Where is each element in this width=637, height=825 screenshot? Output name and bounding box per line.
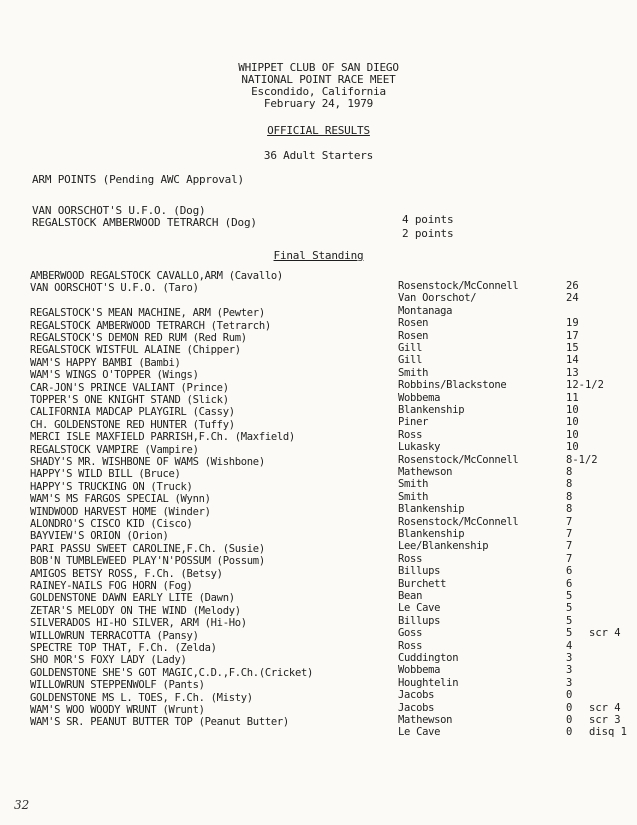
standing-dog-name: GOLDENSTONE MS L. TOES, F.Ch. (Misty): [30, 691, 253, 704]
standing-note: disq 1: [589, 726, 627, 739]
standing-points: 8: [566, 503, 573, 516]
standing-handler: Montanaga: [398, 304, 453, 317]
arm-points-title: ARM POINTS (Pending AWC Approval): [32, 173, 244, 186]
standing-handler: Smith: [398, 490, 429, 503]
standing-dog-name: WAM'S MS FARGOS SPECIAL (Wynn): [30, 493, 211, 506]
standing-points: 26: [566, 280, 579, 292]
standing-dog-name: CH. GOLDENSTONE RED HUNTER (Tuffy): [30, 418, 235, 431]
standing-points: 10: [566, 416, 579, 429]
standing-points: 17: [566, 329, 579, 342]
standing-handler: Goss: [398, 627, 423, 640]
standing-note: scr 4: [589, 627, 621, 640]
standing-handler: Jacobs: [398, 689, 435, 702]
standing-points: 12-1/2: [566, 379, 604, 392]
standing-handler: Piner: [398, 416, 429, 429]
standing-dog-name: GOLDENSTONE DAWN EARLY LITE (Dawn): [30, 592, 235, 605]
standing-dog-name: WAM'S HAPPY BAMBI (Bambi): [30, 356, 181, 369]
standing-handler: Cuddington: [398, 652, 459, 664]
standing-points: 0: [566, 714, 573, 726]
standing-dog-name: REGALSTOCK'S MEAN MACHINE, ARM (Pewter): [30, 307, 265, 320]
standing-handler: Mathewson: [398, 466, 453, 478]
standing-points: 14: [566, 354, 579, 367]
standing-points: 3: [566, 676, 573, 689]
standing-points: 8-1/2: [566, 453, 598, 466]
standing-handler: Rosenstock/McConnell: [398, 453, 519, 466]
event-name: NATIONAL POINT RACE MEET: [241, 73, 396, 86]
standing-handler: Blankenship: [398, 503, 465, 516]
standing-handler: Rosenstock/McConnell: [398, 280, 519, 292]
standing-handler: Wobbema: [398, 391, 441, 404]
standing-handler: Ross: [398, 639, 423, 652]
standing-dog-name: WAM'S WINGS O'TOPPER (Wings): [30, 369, 199, 382]
arm-points-dog: REGALSTOCK AMBERWOOD TETRARCH (Dog): [32, 216, 257, 229]
standing-handler: Blankenship: [398, 528, 465, 540]
standing-points: 0: [566, 701, 573, 714]
standing-points: 7: [566, 528, 573, 540]
standing-dog-name: TOPPER'S ONE KNIGHT STAND (Slick): [30, 394, 229, 406]
standing-handler: Mathewson: [398, 714, 453, 726]
standing-handler: Blankenship: [398, 404, 465, 416]
standing-points: 7: [566, 540, 573, 553]
standing-dog-name: RAINEY-NAILS FOG HORN (Fog): [30, 580, 193, 592]
standing-handler: Le Cave: [398, 602, 441, 615]
standing-dog-name: BOB'N TUMBLEWEED PLAY'N'POSSUM (Possum): [30, 555, 265, 568]
standing-points: 3: [566, 664, 573, 677]
standing-points: 13: [566, 366, 579, 379]
standing-points: 11: [566, 391, 579, 404]
arm-points-value: 2 points: [402, 227, 454, 240]
standing-dog-name: WILLOWRUN TERRACOTTA (Pansy): [30, 629, 199, 642]
club-name: WHIPPET CLUB OF SAN DIEGO: [238, 61, 399, 74]
standing-handler: Lee/Blankenship: [398, 540, 489, 553]
results-title: OFFICIAL RESULTS: [267, 124, 370, 137]
arm-points-value: 4 points: [402, 213, 454, 226]
standing-handler: Wobbema: [398, 664, 441, 677]
standing-dog-name: WILLOWRUN STEPPENWOLF (Pants): [30, 679, 205, 692]
standing-dog-name: REGALSTOCK'S DEMON RED RUM (Red Rum): [30, 332, 247, 344]
page-number: 32: [14, 798, 30, 812]
standing-points: 5: [566, 614, 573, 627]
standing-points: 4: [566, 639, 573, 652]
standing-points: 24: [566, 292, 579, 305]
standing-points: 19: [566, 317, 579, 330]
standing-row: [0, 282, 637, 305]
standing-dog-name: AMBERWOOD REGALSTOCK CAVALLO,ARM (Cavallo): [30, 270, 283, 282]
standing-dog-name: AMIGOS BETSY ROSS, F.Ch. (Betsy): [30, 567, 223, 580]
standing-points: 8: [566, 466, 573, 478]
standing-handler: Jacobs: [398, 701, 435, 714]
standing-handler: Smith: [398, 478, 429, 491]
standing-handler: Rosenstock/McConnell: [398, 515, 519, 528]
standing-handler: Billups: [398, 565, 441, 578]
standing-points: 6: [566, 577, 573, 590]
standing-handler: Le Cave: [398, 726, 441, 739]
standing-dog-name: REGALSTOCK VAMPIRE (Vampire): [30, 443, 199, 456]
standing-points: 8: [566, 478, 573, 491]
standing-dog-name: WINDWOOD HARVEST HOME (Winder): [30, 505, 211, 518]
standing-handler: Robbins/Blackstone: [398, 379, 507, 392]
standing-handler: Van Oorschot/: [398, 292, 477, 305]
standing-dog-name: SHADY'S MR. WISHBONE OF WAMS (Wishbone): [30, 456, 265, 468]
standing-dog-name: VAN OORSCHOT'S U.F.O. (Taro): [30, 282, 199, 295]
standing-handler: Houghtelin: [398, 676, 459, 689]
standing-dog-name: SPECTRE TOP THAT, F.Ch. (Zelda): [30, 642, 217, 654]
standing-dog-name: ZETAR'S MELODY ON THE WIND (Melody): [30, 604, 241, 617]
standing-points: 5: [566, 602, 573, 615]
standing-dog-name: HAPPY'S WILD BILL (Bruce): [30, 468, 181, 481]
standing-note: scr 4: [589, 701, 621, 714]
standing-handler: Ross: [398, 552, 423, 565]
standing-handler: Rosen: [398, 317, 429, 330]
standing-dog-name: CALIFORNIA MADCAP PLAYGIRL (Cassy): [30, 406, 235, 419]
standing-points: 7: [566, 552, 573, 565]
standing-dog-name: GOLDENSTONE SHE'S GOT MAGIC,C.D.,F.Ch.(Cricket): [30, 666, 314, 679]
standing-points: 15: [566, 342, 579, 354]
standing-points: 0: [566, 726, 573, 739]
starters-count: 36 Adult Starters: [263, 149, 374, 162]
standing-dog-name: BAYVIEW'S ORION (Orion): [30, 530, 169, 543]
standing-handler: Lukasky: [398, 441, 441, 454]
standing-points: 5: [566, 627, 573, 640]
standing-dog-name: SILVERADOS HI-HO SILVER, ARM (Hi-Ho): [30, 617, 247, 630]
standing-points: 10: [566, 428, 579, 441]
arm-points-dog: VAN OORSCHOT'S U.F.O. (Dog): [32, 204, 206, 217]
standing-row: [0, 716, 637, 739]
standing-handler: Smith: [398, 366, 429, 379]
standing-points: 7: [566, 515, 573, 528]
standing-dog-name: MERCI ISLE MAXFIELD PARRISH,F.Ch. (Maxfield): [30, 431, 295, 444]
standing-dog-name: WAM'S WOO WOODY WRUNT (Wrunt): [30, 704, 205, 716]
standing-points: 5: [566, 590, 573, 602]
standing-dog-name: ALONDRO'S CISCO KID (Cisco): [30, 518, 193, 530]
standing-dog-name: CAR-JON'S PRINCE VALIANT (Prince): [30, 381, 229, 394]
final-standing-title: Final Standing: [273, 249, 364, 262]
standing-dog-name: REGALSTOCK AMBERWOOD TETRARCH (Tetrarch): [30, 319, 271, 332]
standing-handler: Burchett: [398, 577, 447, 590]
standing-points: 8: [566, 490, 573, 503]
standing-handler: Billups: [398, 614, 441, 627]
standing-dog-name: SHO MOR'S FOXY LADY (Lady): [30, 654, 187, 667]
standing-dog-name: HAPPY'S TRUCKING ON (Truck): [30, 480, 193, 493]
standing-note: scr 3: [589, 714, 621, 726]
event-location: Escondido, California: [251, 85, 386, 98]
standing-points: 0: [566, 689, 573, 702]
standing-handler: Bean: [398, 590, 423, 602]
standing-points: 10: [566, 404, 579, 416]
event-date: February 24, 1979: [263, 97, 374, 110]
standing-points: 10: [566, 441, 579, 454]
standing-dog-name: REGALSTOCK WISTFUL ALAINE (Chipper): [30, 344, 241, 357]
standing-handler: Gill: [398, 354, 423, 367]
standing-dog-name: WAM'S SR. PEANUT BUTTER TOP (Peanut Butter): [30, 716, 289, 729]
standing-handler: Ross: [398, 428, 423, 441]
standing-dog-name: PARI PASSU SWEET CAROLINE,F.Ch. (Susie): [30, 542, 265, 555]
standing-points: 6: [566, 565, 573, 578]
standing-handler: Gill: [398, 342, 423, 354]
standing-points: 3: [566, 652, 573, 664]
standing-handler: Rosen: [398, 329, 429, 342]
